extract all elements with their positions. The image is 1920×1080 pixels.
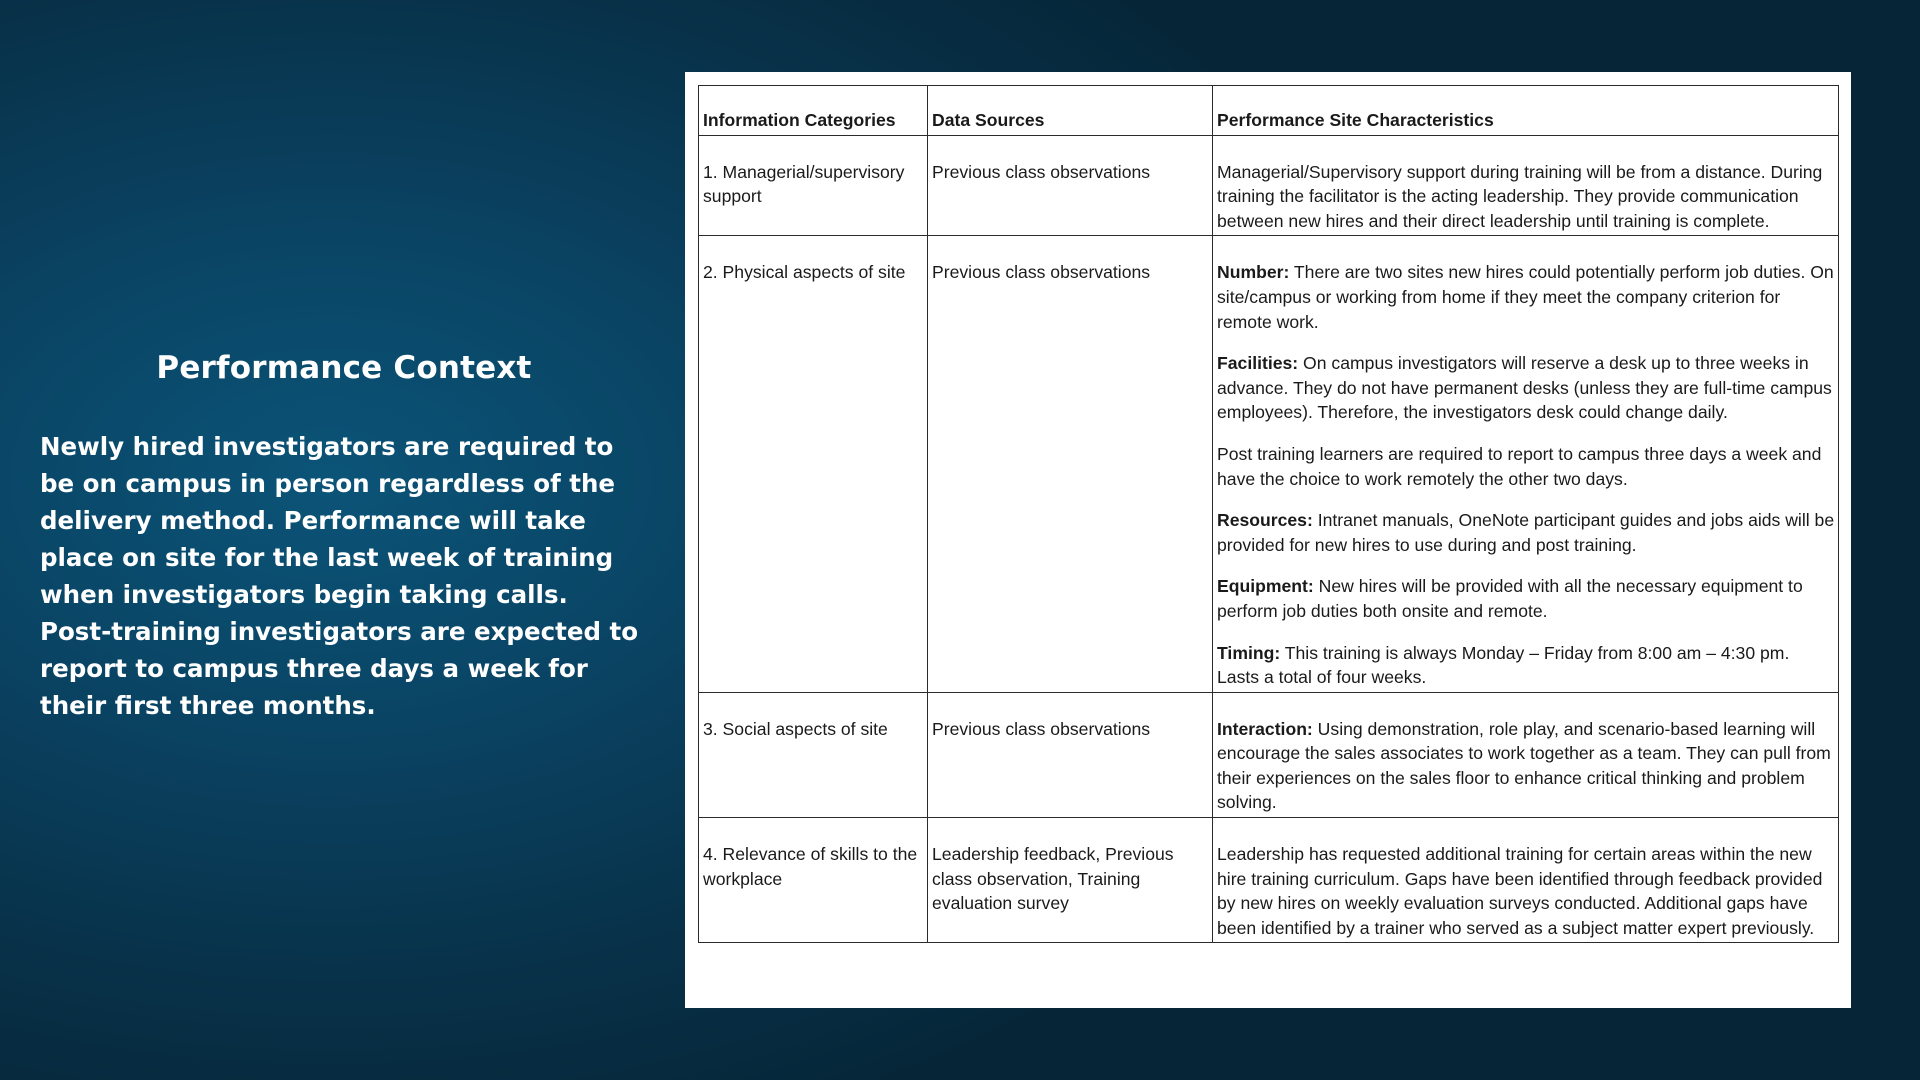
table-row — [699, 818, 1839, 943]
characteristic-paragraph — [1217, 641, 1836, 690]
characteristic-paragraph — [1217, 717, 1836, 815]
table-row — [699, 236, 1839, 692]
category-cell: 3. Social aspects of site — [699, 692, 928, 817]
header-information-categories: Information Categories — [699, 86, 928, 136]
characteristic-paragraph — [1217, 574, 1836, 623]
characteristic-text: Post training learners are required to report to campus three days a week and have the choice to work remotely the other two days. — [1217, 443, 1822, 489]
panel-title: Performance Context — [156, 350, 532, 386]
characteristic-text: Intranet manuals, OneNote participant guides and jobs aids will be provided for new hires to use during and post training. — [1217, 510, 1835, 555]
source-cell: Previous class observations — [928, 135, 1213, 236]
characteristics-cell — [1213, 236, 1839, 692]
characteristic-paragraph — [1217, 442, 1836, 491]
characteristic-paragraph — [1217, 508, 1836, 557]
characteristic-text: This training is always Monday – Friday from 8:00 am – 4:30 pm. Lasts a total of four weeks. — [1217, 642, 1790, 688]
header-performance-site-characteristics: Performance Site Characteristics — [1213, 86, 1839, 136]
category-cell: 4. Relevance of skills to the workplace — [699, 818, 928, 943]
characteristic-text: On campus investigators will reserve a desk up to three weeks in advance. They do not have permanent desks (unless they are full-time campus employees). Therefore, the investigators desk could change daily. — [1217, 353, 1832, 423]
characteristic-lead: Facilities: — [1217, 353, 1299, 374]
table-row — [699, 135, 1839, 236]
performance-context-panel — [40, 350, 640, 724]
characteristic-lead: Resources: — [1217, 510, 1313, 531]
document-table-card — [685, 72, 1851, 1008]
category-cell: 2. Physical aspects of site — [699, 236, 928, 692]
characteristic-text: Leadership has requested additional training for certain areas within the new hire training curriculum. Gaps have been identified through feedback provided by new hires on weekly evaluation surveys conducted. Additional gaps have been identified by a trainer who served as a subject matter expert previously. — [1217, 844, 1823, 938]
characteristics-cell — [1213, 135, 1839, 236]
characteristic-paragraph — [1217, 260, 1836, 334]
characteristic-text: Managerial/Supervisory support during training will be from a distance. During training the facilitator is the acting leadership. They provide communication between new hires and their direct leadership until training is complete. — [1217, 161, 1823, 231]
source-cell: Previous class observations — [928, 236, 1213, 692]
characteristic-lead: Number: — [1217, 262, 1290, 283]
source-cell: Previous class observations — [928, 692, 1213, 817]
characteristic-lead: Interaction: — [1217, 718, 1313, 739]
characteristic-lead: Timing: — [1217, 642, 1281, 663]
characteristic-text: New hires will be provided with all the necessary equipment to perform job duties both onsite and remote. — [1217, 576, 1803, 621]
characteristic-text: There are two sites new hires could potentially perform job duties. On site/campus or working from home if they meet the company criterion for remote work. — [1217, 262, 1834, 332]
table-header-row — [699, 86, 1839, 136]
performance-site-table — [698, 85, 1839, 943]
characteristic-lead: Equipment: — [1217, 576, 1314, 597]
characteristics-cell — [1213, 692, 1839, 817]
table-row — [699, 692, 1839, 817]
category-cell: 1. Managerial/supervisory support — [699, 135, 928, 236]
characteristic-paragraph — [1217, 160, 1836, 234]
characteristic-paragraph — [1217, 351, 1836, 425]
source-cell: Leadership feedback, Previous class observation, Training evaluation survey — [928, 818, 1213, 943]
characteristic-text: Using demonstration, role play, and scenario-based learning will encourage the sales associates to work together as a team. They can pull from their experiences on the sales floor to enhance critical thinking and problem solving. — [1217, 718, 1831, 813]
characteristic-paragraph — [1217, 842, 1836, 940]
header-data-sources: Data Sources — [928, 86, 1213, 136]
characteristics-cell — [1213, 818, 1839, 943]
panel-body-text: Newly hired investigators are required to be on campus in person regardless of the delivery method. Performance will take place on site for the last week of training when investigators begin taking calls. Post-training investigators are expected to report to campus three days a week for their first three months. — [40, 432, 639, 720]
